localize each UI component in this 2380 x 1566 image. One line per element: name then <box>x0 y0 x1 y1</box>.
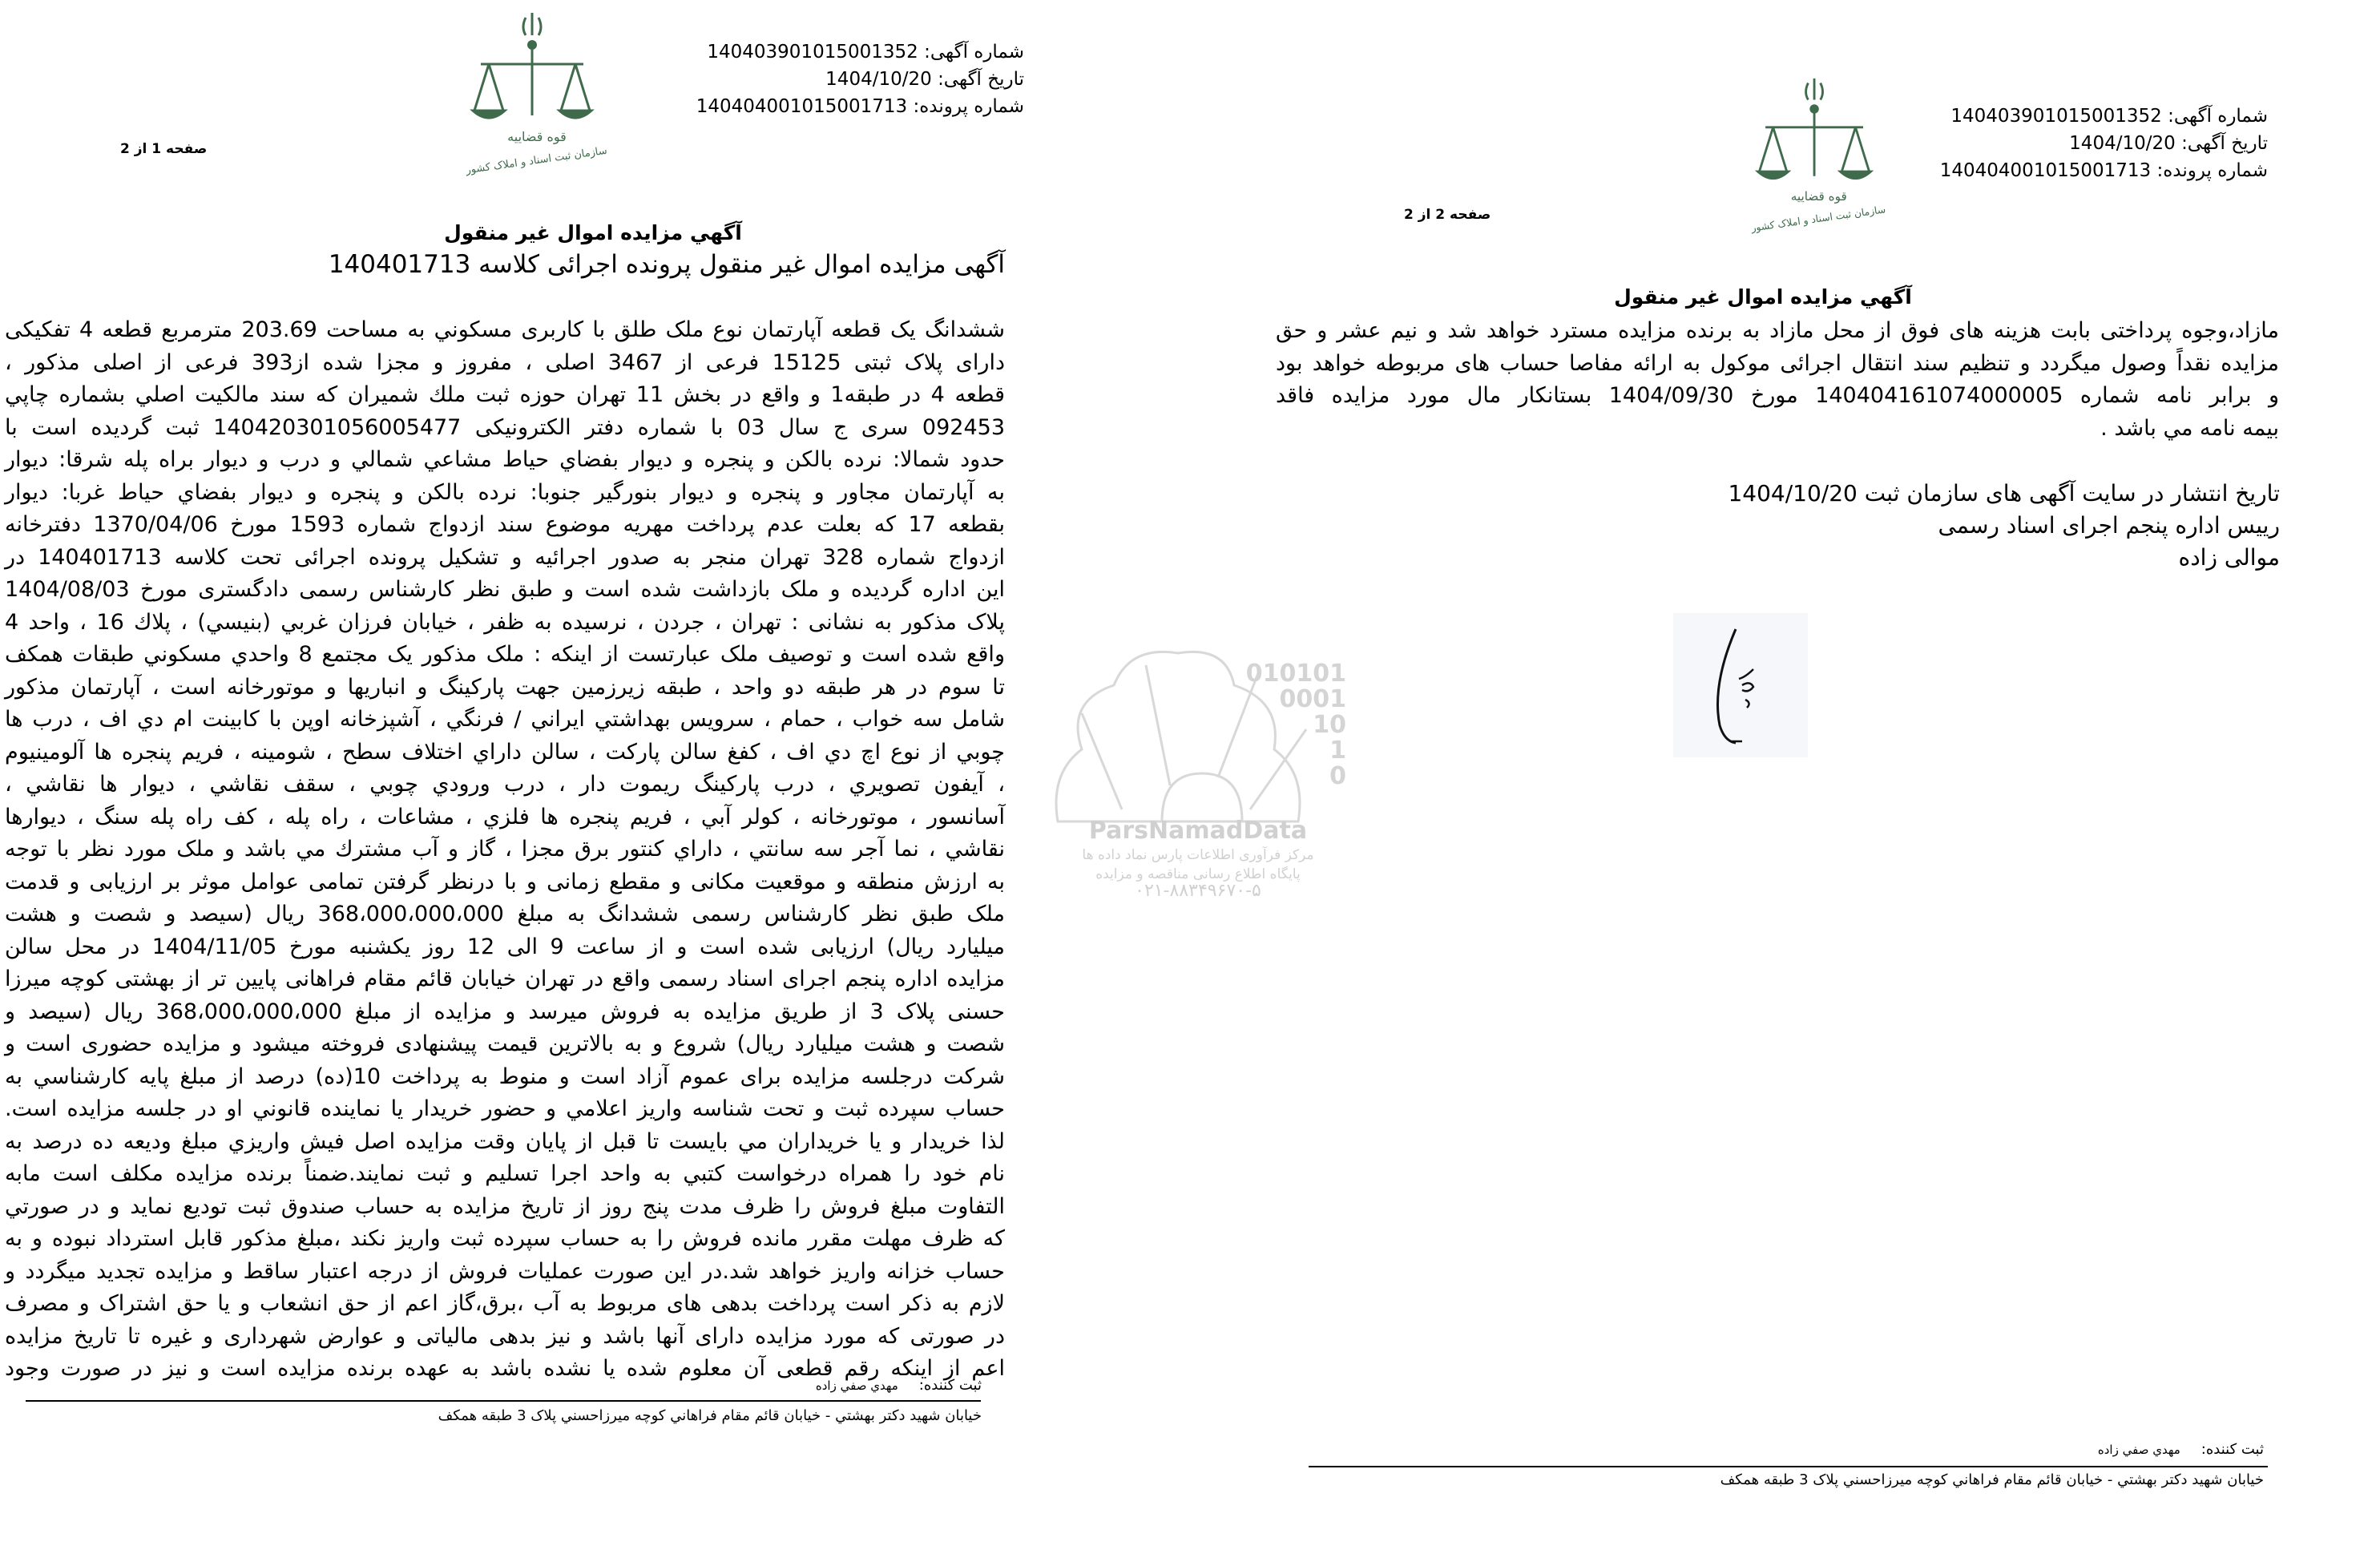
body-line: لازم به ذکر است پرداخت بدهی های مربوط به آب ،برق،گاز اعم از حق انشعاب و یا حق اشتراک و مصرف <box>5 1291 1005 1316</box>
body-line: به آپارتمان مجاور و پنجره و ديوار بنورگير جنوبا: نرده بالكن و پنجره و ديوار بفضاي حياط غربا: ديوار <box>5 479 1005 505</box>
body-line: میلیارد ریال) ارزیابی شده است و از ساعت 9 الی 12 روز یکشنبه مورخ 1404/11/05 در محل سالن <box>5 934 1006 959</box>
notice-body <box>5 314 1005 1386</box>
header-info <box>696 38 1024 120</box>
registrar: ثبت کننده:مهدي صفي زاده <box>815 1377 982 1394</box>
svg-text:1: 1 <box>1329 737 1346 765</box>
body-line: ملک طبق نظر کارشناس رسمی ششدانگ به مبلغ 368،000،000،000 ریال (سیصد و شصت و هشت <box>5 902 1006 926</box>
header-info <box>1940 103 2268 184</box>
judiciary-logo <box>1735 68 1895 244</box>
body-line: حساب خزانه واريز خواهد شد.در اين صورت عمليات فروش از درجه اعتبار ساقط و مزايده تجديد ميگردد و <box>5 1258 1005 1284</box>
body-line: حسنی پلاک 3 از طریق مزایده به فروش میرسد و مزایده از مبلغ 368،000،000،000 ریال (سیصد و <box>5 999 1005 1024</box>
svg-text:ParsNamadData: ParsNamadData <box>1088 817 1308 845</box>
body-line: مزایده نقداً وصول میگردد و تنظیم سند انتقال اجرائی موکول به ارائه مفاصا حساب های مربوطه خواهد بود <box>1276 350 2279 376</box>
scales-of-justice-icon <box>449 6 617 183</box>
body-line: ، آيفون تصويري ، درب پاركينگ ريموت دار ، درب ورودي چوبي ، سقف نقاشي ، ديوار ها نقاشي ، <box>5 772 1005 797</box>
body-line: دارای پلاک ثبتی 15125 فرعی از 3467 اصلی ، مفروز و مجزا شده از393 فرعی از اصلی مذکور ، <box>5 349 1005 375</box>
signer-title: رییس اداره پنجم اجرای اسناد رسمی <box>1938 512 2280 539</box>
notice-date: تاریخ آگهی: 1404/10/20 <box>825 69 1024 90</box>
body-line: واقع شده است و توصیف ملک عبارتست از اینکه : ملک مذکور یک مجتمع 8 واحدي مسكوني طبقات همكف <box>5 642 1005 667</box>
svg-text:0: 0 <box>1329 762 1346 790</box>
body-line: ازدواج شماره 328 تهران منجر به صدور اجرائیه و تشکیل پرونده اجرائی تحت کلاسه 140401713 در <box>5 544 1005 570</box>
svg-text:۰۲۱-۸۸۳۴۹۶۷۰-۵: ۰۲۱-۸۸۳۴۹۶۷۰-۵ <box>1135 881 1261 898</box>
footer-address: خيابان شهيد دكتر بهشتي - خيابان قائم مقام فراهاني كوچه ميرزاحسني پلاک 3 طبقه همكف <box>438 1407 982 1424</box>
footer-divider <box>1309 1466 2268 1467</box>
body-line: چوبي از نوع اچ دي اف ، كفغ سالن پاركت ، سالن داراي اختلاف سطح ، شومينه ، فريم پنجره ها آلومينيوم <box>5 739 1005 765</box>
body-line: نقاشي ، نما آجر سه سانتي ، داراي كنتور برق مجزا ، گاز و آب مشترك مي باشد و ملک مورد نظر با توجه <box>5 837 1005 862</box>
body-line: حساب سپرده ثبت و تحت شناسه واریز اعلامي و حضور خريدار يا نماينده قانوني او در جلسه مزايده است. <box>5 1096 1005 1121</box>
page-number: صفحه 2 از 2 <box>1404 207 1491 223</box>
scales-of-justice-icon <box>1735 68 1895 244</box>
body-line: و برابر نامه شماره 140404161074000005 مورخ 1404/09/30 بستانکار مال مورد مزایده فاقد <box>1276 383 2279 408</box>
footer-divider <box>26 1400 981 1402</box>
body-line: مزایده اداره پنجم اجرای اسناد رسمی واقع در تهران خیابان قائم مقام فراهانی پایین تر از بهشتی کوچه میرزا <box>5 967 1005 991</box>
footer-address: خيابان شهيد دكتر بهشتي - خيابان قائم مقام فراهاني كوچه ميرزاحسني پلاک 3 طبقه همكف <box>1720 1471 2264 1488</box>
body-line: بقطعه 17 که بعلت عدم پرداخت مهریه موضوع سند ازدواج شماره 1593 مورخ 1370/04/06 دفترخانه <box>5 512 1006 537</box>
publication-date: تاریخ انتشار در سایت آگهی های سازمان ثبت 1404/10/20 <box>1728 480 2280 507</box>
body-line: این اداره گردیده و ملک بازداشت شده است و طبق نظر کارشناس رسمی دادگستری مورخ 1404/08/03 <box>5 577 1005 602</box>
body-line: پلاک مذکور به نشانی : تهران ، جردن ، نرسیده به ظفر ، خيابان فرزان غربي (بنيسي) ، پلاك 16 ، واحد 4 <box>5 609 1005 635</box>
svg-text:0001: 0001 <box>1279 685 1346 713</box>
judiciary-logo <box>449 6 617 183</box>
svg-text:010101: 010101 <box>1245 660 1346 688</box>
body-line: مازاد،وجوه پرداختی بابت هزینه های فوق از محل مازاد به برنده مزایده مسترد خواهد شد و نیم عشر و حق <box>1276 318 2279 343</box>
signer-name: موالی زاده <box>2178 544 2280 571</box>
svg-text:10: 10 <box>1313 711 1346 739</box>
case-number: شماره پرونده: 140404001015001713 <box>1939 160 2268 181</box>
svg-text:پایگاه اطلاع رسانی مناقصه و مز: پایگاه اطلاع رسانی مناقصه و مزایده <box>1095 866 1301 882</box>
notice-number: شماره آگهی: 140403901015001352 <box>1950 106 2268 127</box>
body-line: اعم از اینکه رقم قطعی آن معلوم شده یا نشده باشد به عهده برنده مزایده است و نیز در صورت وجود <box>5 1356 1005 1381</box>
registrar: ثبت کننده:مهدي صفي زاده <box>2097 1441 2264 1458</box>
body-line: بیمه نامه مي باشد . <box>2100 415 2279 441</box>
body-line: 092453 سری ج سال 03 با شماره دفتر الکترونیکی 140420301056005477 ثبت گردیده است با <box>5 414 1005 440</box>
body-line: در صورتی که مورد مزایده دارای آنها باشد و نیز بدهی مالیاتی و عوارض شهرداری و غیره تا تاریخ مزایده <box>5 1323 1005 1349</box>
notice-number: شماره آگهی: 140403901015001352 <box>707 42 1024 63</box>
body-line: به ارزش منطقه و موقعیت مکانی و مقطع زمانی و با درنظر گرفتن تمامی عوامل موثر بر ارزیابی و قدمت <box>5 869 1005 894</box>
body-line: التفاوت مبلغ فروش را ظرف مدت پنج روز از تاريخ مزايده به حساب صندوق ثبت توديع نمايد و در صورتي <box>5 1193 1005 1219</box>
body-line: شرکت درجلسه مزایده برای عموم آزاد است و منوط به پرداخت 10(ده) درصد از مبلغ پایه کارشناسي به <box>5 1064 1005 1089</box>
svg-text:سازمان ثبت اسناد و املاک کشور: سازمان ثبت اسناد و املاک کشور <box>465 144 608 177</box>
body-line: لذا خريدار و يا خريداران مي بايست تا قبل از پايان وقت مزايده اصل فيش واريزي مبلغ وديعه ده درصد به <box>5 1128 1005 1154</box>
body-line: تا سوم در هر طبقه دو واحد ، طبقه زیرزمین جهت پارکینگ و انباریها و موتورخانه است ، آپارتمان مذکور <box>5 674 1005 700</box>
svg-text:مرکز فرآوری اطلاعات پارس نماد: مرکز فرآوری اطلاعات پارس نماد داده ها <box>1082 847 1314 863</box>
notice-title: آگهي مزايده اموال غير منقول <box>1614 285 1912 309</box>
notice-title: آگهي مزايده اموال غير منقول <box>444 221 742 244</box>
parsnamad-watermark <box>1042 649 1362 898</box>
signature <box>1673 613 1808 757</box>
page-number: صفحه 1 از 2 <box>120 141 208 157</box>
body-line: شصت و هشت میلیارد ریال) شروع و به بالاترین قیمت پیشنهادی فروخته میشود و مزایده حضوری است و <box>5 1031 1005 1056</box>
handwritten-signature-icon <box>1673 613 1808 757</box>
body-line: حدود شمالا: نرده بالكن و پنجره و ديوار بفضاي حياط مشاعي شمالي و درب و ديوار براه پله شرقا: ديوار <box>5 447 1005 472</box>
body-line: قطعه 4 در طبقه1 و واقع در بخش 11 تهران حوزه ثبت ملك شميران که سند مالکيت اصلي بشماره چاپي <box>5 382 1006 407</box>
body-line: نام خود را همراه درخواست كتبي به واحد اجرا تسليم و ثبت نمايند.ضمناً برنده مزايده مكلف است مابه <box>5 1161 1005 1186</box>
body-line: ششدانگ یک قطعه آپارتمان نوع ملک طلق با کاربری مسکوني به مساحت 203.69 مترمربع قطعه 4 تفکیکی <box>5 317 1006 342</box>
watermark-logo-icon <box>1042 649 1362 898</box>
notice-body <box>1276 315 2279 445</box>
svg-text:قوه قضاییه: قوه قضاییه <box>1790 189 1847 204</box>
notice-date: تاریخ آگهی: 1404/10/20 <box>2069 133 2268 154</box>
body-line: شامل سه خواب ، حمام ، سرويس بهداشتي ايراني / فرنگي ، آشپزخانه اوپن با كابينت ام دي اف ، درب ها <box>5 707 1005 732</box>
svg-text:قوه قضاییه: قوه قضاییه <box>507 129 567 144</box>
notice-subtitle: آگهی مزایده اموال غیر منقول پرونده اجرائی کلاسه 140401713 <box>328 250 1005 279</box>
body-line: كه ظرف مهلت مقرر مانده فروش را به حساب سپرده ثبت واريز نكند ،مبلغ مذكور قابل استرداد نبوده و به <box>5 1226 1005 1251</box>
svg-text:سازمان ثبت اسناد و املاک کشور: سازمان ثبت اسناد و املاک کشور <box>1750 204 1886 234</box>
body-line: آسانسور ، موتورخانه ، كولر آبي ، فريم پنجره ها فلزي ، مشاعات ، راه پله ، كف راه پله سنگ ، ديوارها <box>5 804 1005 829</box>
case-number: شماره پرونده: 140404001015001713 <box>696 96 1024 117</box>
